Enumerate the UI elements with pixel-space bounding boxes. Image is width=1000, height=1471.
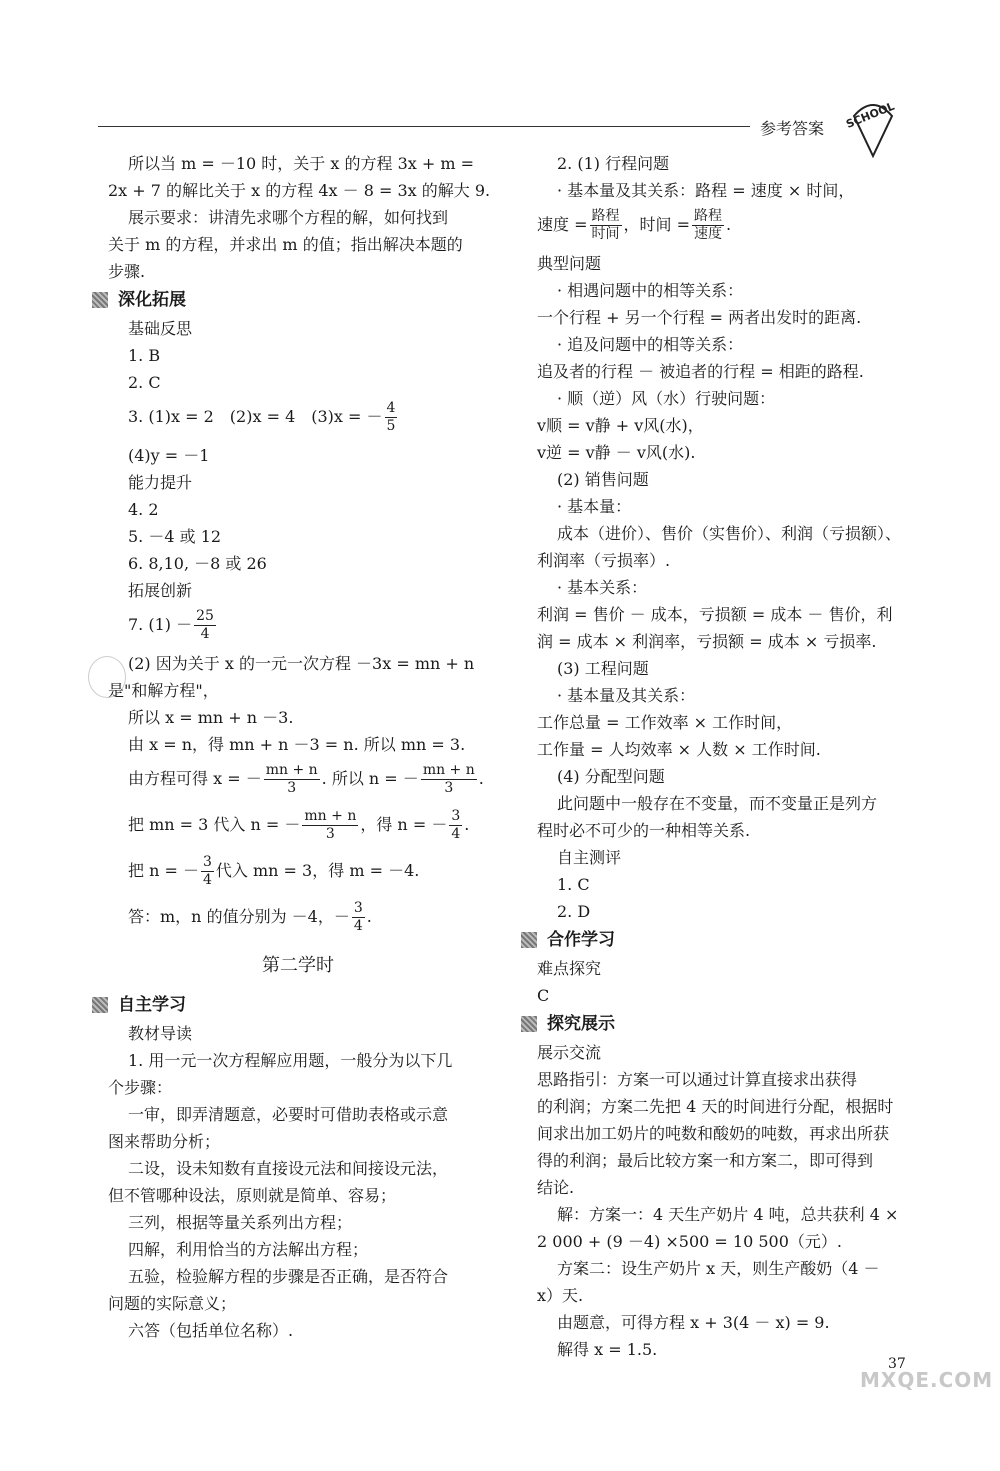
subheading: 典型问题 xyxy=(537,254,602,273)
answer-line xyxy=(108,896,488,942)
numerator: 3 xyxy=(353,900,363,916)
text-line: 工作量 = 人均效率 × 人数 × 工作时间. xyxy=(537,740,821,759)
text-line: 思路指引：方案一可以通过计算直接求出获得 xyxy=(537,1070,858,1089)
text-line: · 基本量： xyxy=(557,497,632,516)
watermark: MXQE.COM xyxy=(860,1368,994,1392)
denominator: 4 xyxy=(200,626,210,642)
header-label: 参考答案 xyxy=(760,119,825,138)
answer-line: 1. C xyxy=(557,875,590,894)
text-line: · 基本量及其关系： xyxy=(557,686,696,705)
text-line: (2) 销售问题 xyxy=(557,470,649,489)
text-line: 2x + 7 的解比关于 x 的方程 4x － 8 = 3x 的解大 9. xyxy=(108,181,491,200)
answer-text: 由方程可得 x = － xyxy=(128,769,262,788)
text-line: · 追及问题中的相等关系： xyxy=(557,335,744,354)
section-title: 深化拓展 xyxy=(118,289,186,310)
subheading: 拓展创新 xyxy=(128,581,193,600)
answer-text: . xyxy=(366,907,372,926)
answer-line: (4)y = －1 xyxy=(128,446,210,465)
text-line: 一审，即弄清题意，必要时可借助表格或示意 xyxy=(128,1105,449,1124)
answer-line: C xyxy=(537,986,550,1005)
answer-line: 所以 x = mn + n －3. xyxy=(128,708,294,727)
numerator: 4 xyxy=(386,400,396,416)
text-line: 程时必不可少的一种相等关系. xyxy=(537,821,751,840)
text-line: 步骤. xyxy=(108,262,146,281)
text-line: 关于 m 的方程，并求出 m 的值；指出解决本题的 xyxy=(108,235,463,254)
text-line: 此问题中一般存在不变量，而不变量正是列方 xyxy=(557,794,878,813)
answer-text: . xyxy=(464,815,470,834)
fraction xyxy=(421,762,477,797)
text-line: 结论. xyxy=(537,1178,575,1197)
text-line: 问题的实际意义； xyxy=(108,1294,237,1313)
section-title: 合作学习 xyxy=(547,929,615,950)
answer-line: 6. 8,10, －8 或 26 xyxy=(128,554,267,573)
denominator: 速度 xyxy=(694,226,722,242)
formula-text: . xyxy=(726,215,732,234)
subheading: 能力提升 xyxy=(128,473,193,492)
numerator: 3 xyxy=(202,854,212,870)
section-heading xyxy=(108,990,488,1020)
text-line: (3) 工程问题 xyxy=(557,659,649,678)
subheading: 难点探究 xyxy=(537,959,602,978)
denominator: 4 xyxy=(202,872,212,888)
answer-line xyxy=(108,758,488,804)
answer-line: 1. B xyxy=(128,346,161,365)
denominator: 3 xyxy=(287,780,297,796)
text-line: · 基本关系： xyxy=(557,578,648,597)
header-rule xyxy=(98,126,750,127)
text-line: 方案二：设生产奶片 x 天，则生产酸奶（4 － xyxy=(557,1259,880,1278)
text-line: 图来帮助分析； xyxy=(108,1132,221,1151)
text-line: 三列，根据等量关系列出方程； xyxy=(128,1213,353,1232)
numerator: mn + n xyxy=(265,762,318,778)
text-line: 润 = 成本 × 利润率，亏损额 = 成本 × 亏损率. xyxy=(537,632,877,651)
text-line: 利润率（亏损率）. xyxy=(537,551,671,570)
numerator: 3 xyxy=(451,808,461,824)
text-line: 由题意，可得方程 x + 3(4 － x) = 9. xyxy=(557,1313,830,1332)
text-line: 的利润；方案二先把 4 天的时间进行分配，根据时 xyxy=(537,1097,894,1116)
answer-line xyxy=(108,396,488,442)
text-line: x）天. xyxy=(537,1286,584,1305)
answer-line: 由 x = n，得 mn + n －3 = n. 所以 mn = 3. xyxy=(128,735,466,754)
section-heading xyxy=(537,1009,897,1039)
text-line: 六答（包括单位名称）. xyxy=(128,1321,294,1340)
numerator: 25 xyxy=(196,608,214,624)
text-line: 五验，检验解方程的步骤是否正确，是否符合 xyxy=(128,1267,449,1286)
subheading: 基础反思 xyxy=(128,319,193,338)
text-line: 展示要求：讲清先求哪个方程的解，如何找到 xyxy=(128,208,449,227)
section-heading xyxy=(537,925,897,955)
denominator: 3 xyxy=(444,780,454,796)
left-column xyxy=(108,150,491,1344)
school-logo-icon xyxy=(840,96,906,158)
text-line: 2. (1) 行程问题 xyxy=(557,154,670,173)
svg-text:SCHOOL: SCHOOL xyxy=(844,99,897,131)
text-line: · 基本量及其关系：路程 = 速度 × 时间， xyxy=(557,181,855,200)
formula-text: 速度 = xyxy=(537,215,588,234)
fraction xyxy=(194,608,216,643)
answer-line: 4. 2 xyxy=(128,500,159,519)
text-line: 利润 = 售价 － 成本，亏损额 = 成本 － 售价，利 xyxy=(537,605,893,624)
fraction xyxy=(385,400,398,435)
numerator: mn + n xyxy=(304,808,357,824)
text-line: 但不管哪种设法，原则就是简单、容易； xyxy=(108,1186,397,1205)
section-square-icon xyxy=(521,1016,537,1032)
fraction xyxy=(692,208,724,243)
text-line: 个步骤： xyxy=(108,1078,173,1097)
denominator: 时间 xyxy=(591,226,620,242)
answer-line xyxy=(108,804,488,850)
answer-text: 答：m，n 的值分别为 －4，－ xyxy=(128,907,350,926)
answer-text: 代入 mn = 3，得 m = －4. xyxy=(215,861,420,880)
fraction xyxy=(201,854,214,889)
text-line: 1. 用一元一次方程解应用题，一般分为以下几 xyxy=(128,1051,453,1070)
answer-text: . 所以 n = － xyxy=(321,769,419,788)
subheading: 教材导读 xyxy=(128,1024,193,1043)
subheading: 展示交流 xyxy=(537,1043,602,1062)
text-line: · 顺（逆）风（水）行驶问题： xyxy=(557,389,776,408)
subheading: 自主测评 xyxy=(557,848,622,867)
answer-line: 2. C xyxy=(128,373,161,392)
text-line: 解得 x = 1.5. xyxy=(557,1340,658,1359)
denominator: 3 xyxy=(325,826,335,842)
section-title: 自主学习 xyxy=(118,994,186,1015)
section-square-icon xyxy=(521,932,537,948)
section-heading xyxy=(108,285,488,315)
numerator: 路程 xyxy=(591,208,620,224)
page-number: 37 xyxy=(888,1356,906,1372)
answer-line xyxy=(108,850,488,896)
text-line: (4) 分配型问题 xyxy=(557,767,665,786)
text-line: · 相遇问题中的相等关系： xyxy=(557,281,744,300)
fraction xyxy=(302,808,358,843)
answer-text: 7. (1) － xyxy=(128,615,193,634)
denominator: 4 xyxy=(353,918,363,934)
text-line: 四解，利用恰当的方法解出方程； xyxy=(128,1240,369,1259)
denominator: 5 xyxy=(386,418,396,434)
fraction xyxy=(264,762,320,797)
text-line: 得的利润；最后比较方案一和方案二，即可得到 xyxy=(537,1151,874,1170)
answer-text: . xyxy=(478,769,484,788)
text-line: 解：方案一：4 天生产奶片 4 吨，总共获利 4 × xyxy=(557,1205,899,1224)
formula-line: v逆 = v静 － v风(水). xyxy=(537,443,696,462)
section-title: 探究展示 xyxy=(547,1013,615,1034)
answer-text: 3. (1)x = 2 (2)x = 4 (3)x = － xyxy=(128,407,383,426)
answer-line xyxy=(108,604,488,650)
right-column xyxy=(537,150,902,1363)
text-line: 间求出加工奶片的吨数和酸奶的吨数，再求出所获 xyxy=(537,1124,890,1143)
answer-text: 把 n = － xyxy=(128,861,199,880)
section-square-icon xyxy=(92,292,108,308)
text-line: 一个行程 + 另一个行程 = 两者出发时的距离. xyxy=(537,308,862,327)
answer-text: 把 mn = 3 代入 n = － xyxy=(128,815,301,834)
text-line: 所以当 m = －10 时，关于 x 的方程 3x + m = xyxy=(128,154,475,173)
answer-line: 5. －4 或 12 xyxy=(128,527,222,546)
text-line: 2 000 + (9 －4) ×500 = 10 500（元）. xyxy=(537,1232,842,1251)
fraction xyxy=(449,808,462,843)
numerator: mn + n xyxy=(422,762,475,778)
formula-text: ，时间 = xyxy=(623,215,690,234)
answer-line: 是"和解方程"， xyxy=(108,681,219,700)
text-line: 二设，设未知数有直接设元法和间接设元法， xyxy=(128,1159,449,1178)
fraction xyxy=(352,900,365,935)
answer-line: 2. D xyxy=(557,902,591,921)
text-line: 追及者的行程 － 被追者的行程 = 相距的路程. xyxy=(537,362,864,381)
answer-line: (2) 因为关于 x 的一元一次方程 －3x = mn + n xyxy=(128,654,475,673)
answer-text: ，得 n = － xyxy=(360,815,448,834)
formula-line xyxy=(537,204,897,250)
text-line: 成本（进价）、售价（实售价）、利润（亏损额）、 xyxy=(557,524,902,543)
text-line: 工作总量 = 工作效率 × 工作时间， xyxy=(537,713,793,732)
numerator: 路程 xyxy=(694,208,722,224)
denominator: 4 xyxy=(451,826,461,842)
section-square-icon xyxy=(92,997,108,1013)
lesson-title: 第二学时 xyxy=(262,955,334,976)
fraction xyxy=(590,208,622,243)
formula-line: v顺 = v静 + v风(水)， xyxy=(537,416,704,435)
